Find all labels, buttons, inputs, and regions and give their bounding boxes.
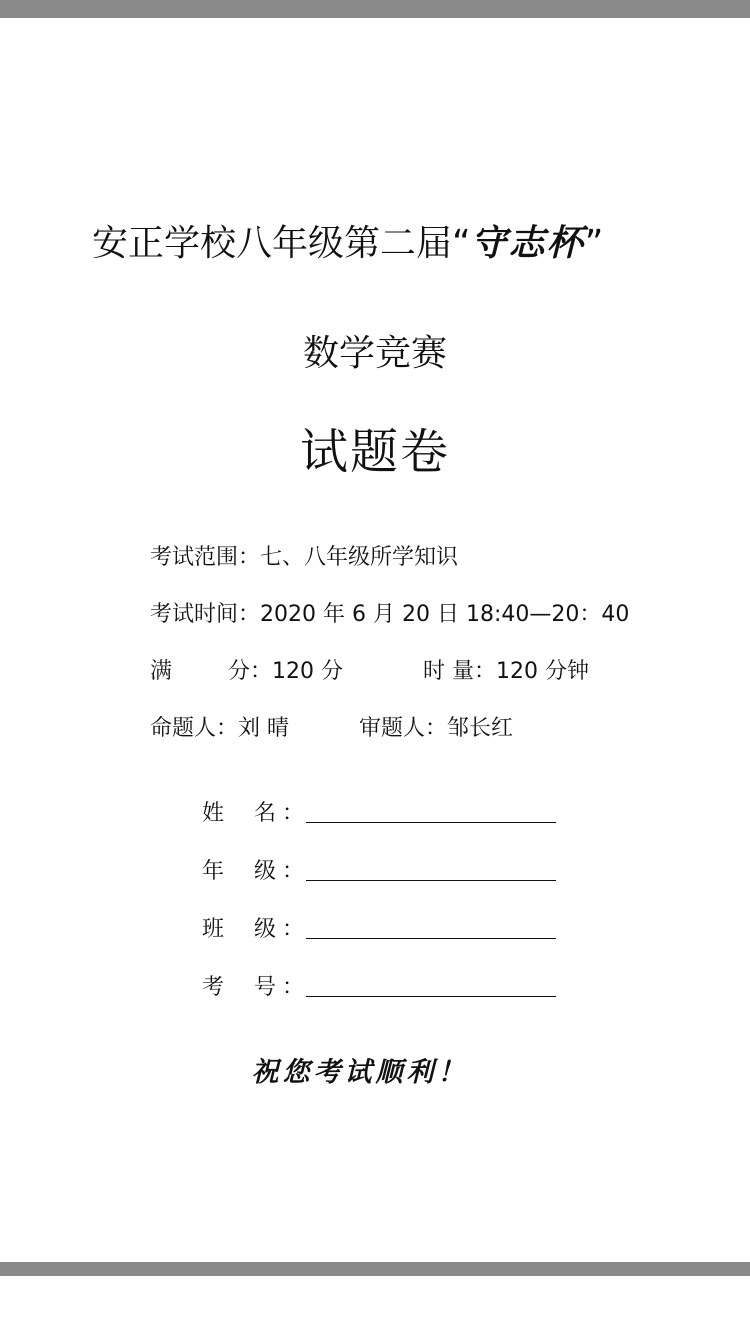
score-label-1: 满: [150, 659, 173, 684]
title-quote-open: “: [452, 223, 471, 264]
grade-blank-line[interactable]: [306, 880, 556, 881]
bottom-bar: [0, 1262, 750, 1276]
exam-paper-title: 试题卷: [299, 424, 450, 480]
exam-id-blank-line[interactable]: [306, 996, 556, 997]
top-bar: [0, 0, 750, 18]
exam-time: [150, 597, 629, 628]
grade-label: 年 级: [202, 859, 277, 884]
score-label-2: 分：: [228, 659, 273, 684]
title-prefix: 安正学校八年级第二届: [92, 223, 453, 264]
class-label: 班 级: [202, 917, 277, 942]
author-value: 刘 晴: [238, 716, 290, 741]
exam-score-duration: [150, 654, 589, 685]
title-quote-close: ”: [584, 223, 604, 264]
duration-label: 时 量：: [423, 659, 497, 684]
good-luck-message: 祝您考试顺利！: [251, 1057, 469, 1088]
score-value: 120 分: [272, 659, 344, 684]
exam-subject: 数学竞赛: [302, 333, 447, 374]
title-cup-name: 守志杯: [470, 222, 585, 264]
class-blank-line[interactable]: [306, 938, 556, 939]
range-value: 七、八年级所学知识: [260, 545, 459, 570]
exam-id-label: 考 号: [202, 975, 277, 1000]
duration-value: 120 分钟: [496, 659, 590, 684]
exam-title-line1: [92, 215, 732, 266]
time-label: 考试时间：: [150, 602, 261, 627]
time-value: 2020 年 6 月 20 日 18:40—20：40: [260, 602, 630, 627]
exam-range: [150, 540, 458, 571]
range-label: 考试范围：: [150, 545, 261, 570]
author-label: 命题人：: [150, 716, 239, 741]
name-blank-line[interactable]: [306, 822, 556, 823]
exam-authors: [150, 711, 513, 742]
name-label: 姓 名: [202, 801, 277, 826]
reviewer-label: 审题人：: [359, 716, 448, 741]
reviewer-value: 邹长红: [447, 716, 514, 741]
